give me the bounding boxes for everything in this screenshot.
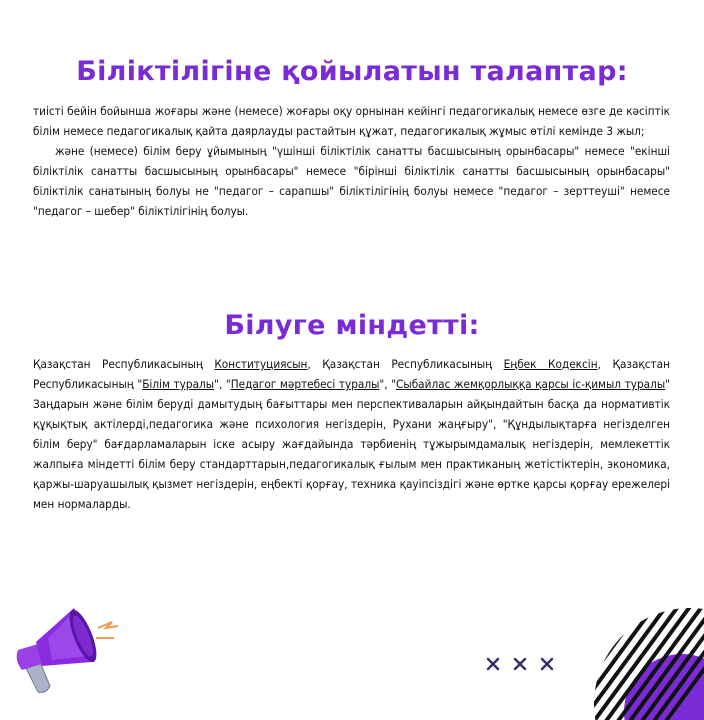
text-run: , Қазақстан Республикасының [307, 357, 504, 371]
requirements-paragraph-1: тиісті бейін бойынша жоғары және (немесе) жоғары оқу орнынан кейінгі педагогикалық немесе өзге де кәсіптік білім немесе педагогикалық қайта даярлауды растайтын құжат, педагогикалық жұмыс өтілі кемінде 3 жыл; [33, 104, 670, 138]
text-run: , Қазақстан Республикасының " [33, 357, 670, 391]
requirements-paragraph-2: және (немесе) білім беру ұйымының "үшінші біліктілік санатты басшысының орынбасары" немесе "екінші біліктілік санатты басшысының орынбасары" немесе "бірінші біліктілік санатты басшысының орынбасары" біліктілік санатының болуы не "педагог – сарапшы" біліктілігінің болуы немесе "педагог – зерттеуші" немесе "педагог – шебер" біліктілігінің болуы. [33, 144, 670, 218]
text-run: ", " [379, 377, 397, 391]
constitution-link[interactable]: Конституциясын [214, 357, 308, 371]
text-run: " Заңдарын және білім беруді дамытудың бағыттары мен перспективаларын айқындайтын басқа да нормативтік құқықтық актілерді,педагогика және психология негіздерін, Рухани жаңғыру", "Құндылықтарға негізделген білім беру" бағдарламаларын іске асыру жағдайында тәрбиенің тұжырымдамалық негіздерін, мемлекеттік жалпыға міндетті білім беру стандарттарын,педагогикалық ғылым мен практиканың жетістіктерін, экономика, қаржы-шаруашылық қызмет негіздерін, еңбекті қорғау, техника қауіпсіздігі және өртке қарсы қорғау ережелері мен нормаларды. [33, 377, 670, 511]
qualification-requirements-heading: Біліктілігіне қойылатын талаптар: [76, 56, 628, 87]
must-know-heading: Білуге міндетті: [224, 310, 480, 341]
text-run: ", " [214, 377, 231, 391]
labor-code-link[interactable]: Еңбек Кодексін [503, 357, 598, 371]
striped-circle-decoration [590, 592, 704, 720]
must-know-text [33, 354, 670, 514]
qualification-requirements-text [33, 101, 670, 221]
must-know-paragraph [33, 354, 670, 514]
text-run: Қазақстан Республикасының [33, 357, 215, 371]
teacher-status-law-link[interactable]: Педагог мәртебесі туралы [230, 377, 380, 391]
education-law-link[interactable]: Білім туралы [142, 377, 215, 391]
cross-decoration [482, 653, 562, 677]
anti-corruption-law-link[interactable]: Сыбайлас жемқорлыққа қарсы іс-қимыл туралы [396, 377, 666, 391]
megaphone-icon [8, 598, 123, 698]
